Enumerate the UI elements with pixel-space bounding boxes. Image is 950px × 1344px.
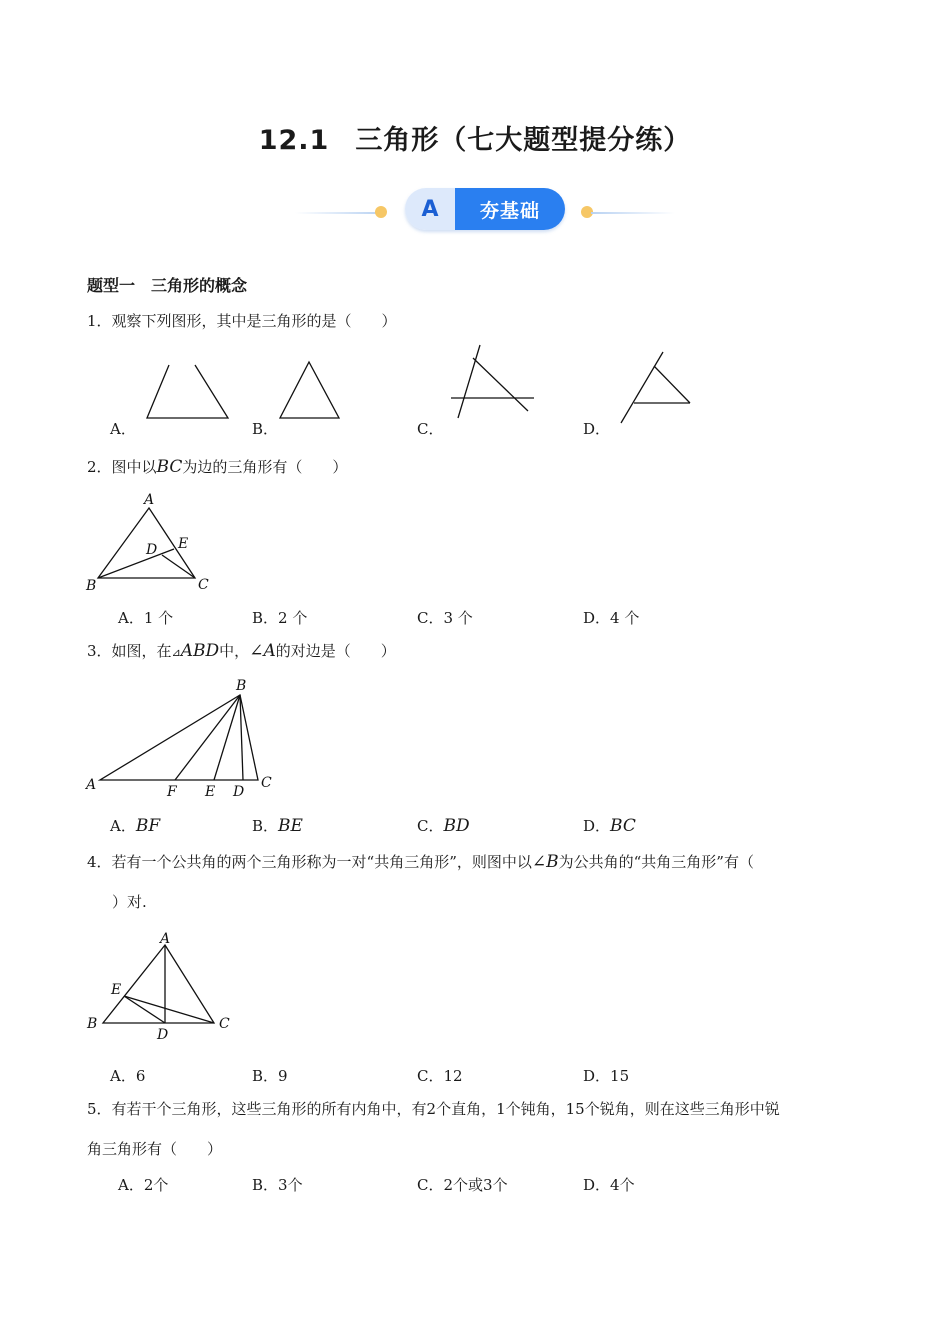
section-heading: 题型一 三角形的概念 <box>87 276 248 295</box>
q2-option-b[interactable]: B．2 个 <box>252 609 308 627</box>
q2-option-a[interactable]: A．1 个 <box>118 609 174 627</box>
title-text: 三角形（七大题型提分练） <box>355 125 692 156</box>
q1-option-a[interactable]: A． <box>110 420 136 438</box>
badge-letter: A <box>405 188 455 230</box>
q2-label-b: B <box>86 578 97 594</box>
question-3-text: 3．如图，在⊿ABD中，∠A的对边是（ ） <box>87 641 396 661</box>
q2-option-c[interactable]: C．3 个 <box>417 609 473 627</box>
q3-math-abd: ABD <box>180 641 220 661</box>
q5-option-d[interactable]: D．4个 <box>583 1176 635 1194</box>
q3-label-f: F <box>167 784 177 800</box>
q4-option-a[interactable]: A．6 <box>110 1067 146 1085</box>
q2-label-c: C <box>198 577 209 593</box>
question-2-text: 2．图中以BC为边的三角形有（ ） <box>87 457 348 477</box>
question-5-line-2: 角三角形有（ ） <box>87 1140 223 1158</box>
q3-option-b[interactable]: B．BE <box>252 816 303 836</box>
title-number: 12.1 <box>258 125 330 156</box>
q3-label-b: B <box>236 678 247 694</box>
q2-math-bc: BC <box>156 457 183 477</box>
q2-label-d: D <box>146 542 158 558</box>
q3-option-c[interactable]: C．BD <box>417 816 470 836</box>
q4-label-c: C <box>219 1016 230 1032</box>
q2-label-e: E <box>178 536 189 552</box>
q5-option-c[interactable]: C．2个或3个 <box>417 1176 508 1194</box>
q1-option-d[interactable]: D． <box>583 420 611 438</box>
q3-option-d[interactable]: D．BC <box>583 816 636 836</box>
question-1-text: 1．观察下列图形，其中是三角形的是（ ） <box>87 312 397 330</box>
q5-option-a[interactable]: A．2个 <box>118 1176 169 1194</box>
q1-option-b[interactable]: B． <box>252 420 279 438</box>
q3-option-a[interactable]: A．BF <box>110 816 161 836</box>
q4-option-d[interactable]: D．15 <box>583 1067 630 1085</box>
q4-math-b: B <box>546 852 559 872</box>
q3-label-a: A <box>86 777 97 793</box>
q1-option-c[interactable]: C． <box>417 420 444 438</box>
q4-label-b: B <box>87 1016 98 1032</box>
q3-math-a: A <box>263 641 276 661</box>
q4-option-b[interactable]: B．9 <box>252 1067 288 1085</box>
q3-label-d: D <box>233 784 245 800</box>
q5-option-b[interactable]: B．3个 <box>252 1176 303 1194</box>
q4-label-a: A <box>160 931 171 947</box>
question-4-line-2: ）对. <box>112 893 147 911</box>
q3-label-e: E <box>205 784 216 800</box>
q4-option-c[interactable]: C．12 <box>417 1067 463 1085</box>
q3-label-c: C <box>261 775 272 791</box>
q4-label-d: D <box>157 1027 169 1043</box>
q2-option-d[interactable]: D．4 个 <box>583 609 640 627</box>
question-4-line-1: 4．若有一个公共角的两个三角形称为一对“共角三角形”，则图中以∠B为公共角的“共角三角形”有（ <box>87 852 754 872</box>
question-5-line-1: 5．有若干个三角形，这些三角形的所有内角中，有2个直角，1个钝角，15个锐角，则在这些三角形中锐 <box>87 1100 780 1118</box>
badge-label: 夯基础 <box>455 188 565 230</box>
q4-label-e: E <box>111 982 122 998</box>
q2-label-a: A <box>144 492 155 508</box>
